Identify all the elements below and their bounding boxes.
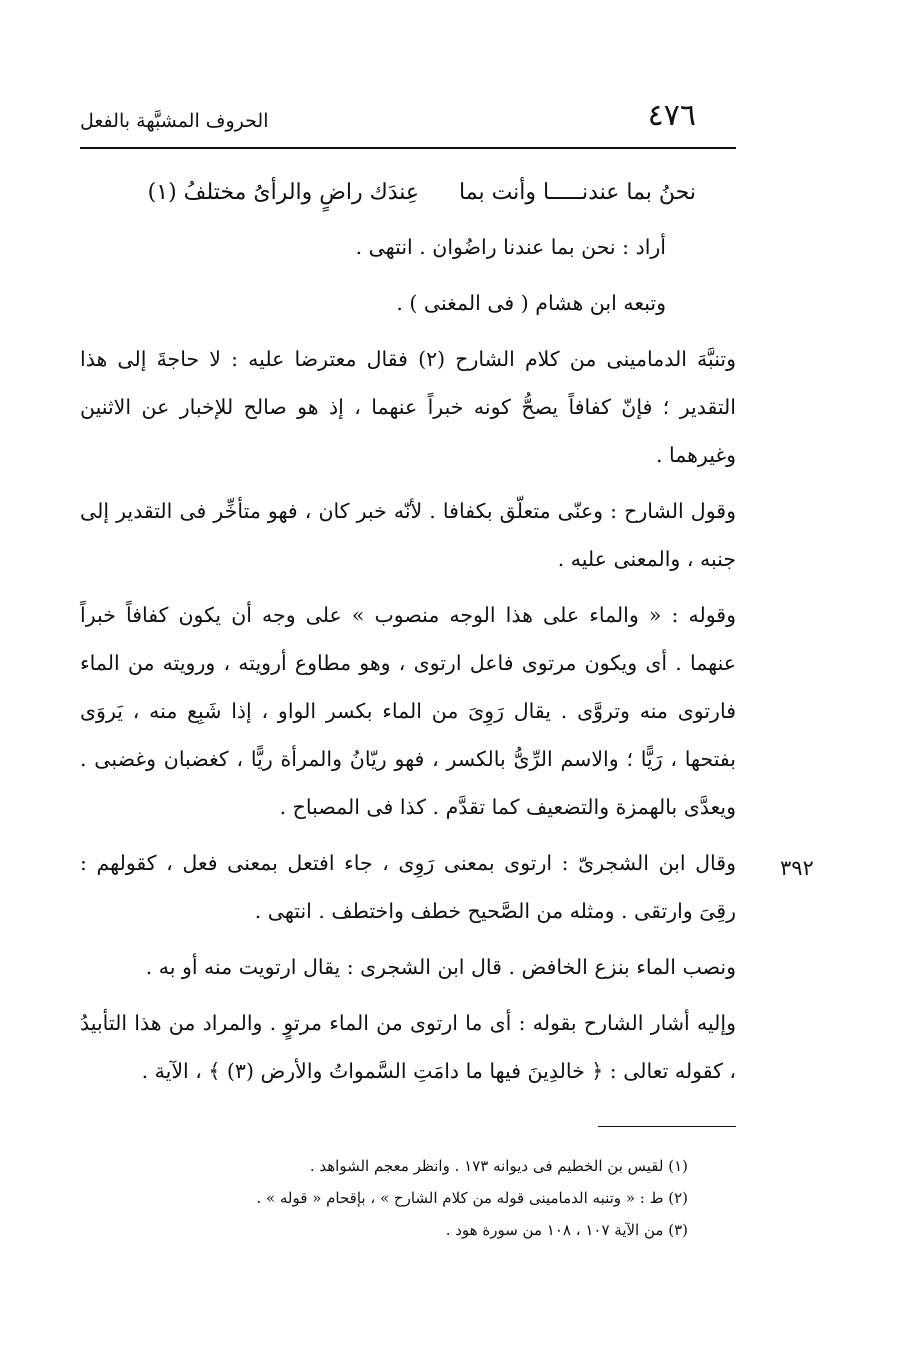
paragraph-1: أراد : نحن بما عندنا راضُوان . انتهى . [355,235,666,259]
verse-second-hemistich: عِندَك راضٍ والرأىُ مختلفُ (١) [147,180,420,205]
poetry-verse [80,165,736,221]
header-rule [80,147,736,149]
verse-first-hemistich: نحنُ بما عندنـــــا وأنت بما [459,180,696,205]
main-text [80,165,736,1095]
footnote-2: (٢) ط : « وتنبه الدمامينى قوله من كلام الشارح » ، بإقحام « قوله » . [256,1189,688,1207]
paragraph-5: وقوله : « والماء على هذا الوجه منصوب » على وجه أن يكون كفافاً خبراً عنهما . أى ويكون مرتوى فاعل ارتوى ، وهو مطاوع أرويته ، ورويته من الماء فارتوى منه وتروَّى . يقال رَوِىَ من الماء بكسر الواو ، إذا شَبِع منه ، يَروَى بفتحها ، رَيًّا ؛ والاسم الرِّىُّ بالكسر ، فهو ريّانُ والمرأة ريًّا ، كغضبان وغضبى . ويعدَّى بالهمزة والتضعيف كما تقدَّم . كذا فى المصباح . [80,603,736,819]
paragraph-2: وتبعه ابن هشام ( فى المغنى ) . [396,291,666,315]
paragraph-4: وقول الشارح : وعنّى متعلّق بكفافا . لأنّه خبر كان ، فهو متأخِّر فى التقدير إلى جنبه ، والمعنى عليه . [80,499,736,571]
paragraph-3: وتنبَّهَ الدمامينى من كلام الشارح (٢) فقال معترضا عليه : لا حاجةَ إلى هذا التقدير ؛ فإنّ كفافاً يصحُّ كونه خبراً عنهما ، إذ هو صالح للإخبار عن الاثنين وغيرهما . [80,347,736,467]
footnote-1: (١) لقيس بن الخطيم فى ديوانه ١٧٣ . وانظر معجم الشواهد . [309,1157,688,1175]
paragraph-6: وقال ابن الشجرىّ : ارتوى بمعنى رَوِى ، جاء افتعل بمعنى فعل ، كقولهم : رقِىَ وارتقى . ومثله من الصَّحيح خطف واختطف . انتهى . [80,851,736,923]
paragraph-8: وإليه أشار الشارح بقوله : أى ما ارتوى من الماء مرتوٍ . والمراد من هذا التأبيدُ ، كقوله تعالى : ﴿ خالدِينَ فيها ما دامَتِ السَّمواتُ والأرض (٣) ﴾ ، الآية . [80,1011,736,1083]
page-number: ٤٧٦ [647,98,696,133]
page-header [80,96,736,146]
running-title: الحروف المشبَّهة بالفعل [80,110,269,132]
margin-page-number: ٣٩٢ [780,856,814,880]
footnote-rule [598,1126,736,1127]
footnote-3: (٣) من الآية ١٠٧ ، ١٠٨ من سورة هود . [445,1221,688,1239]
footnotes [80,1150,700,1246]
paragraph-7: ونصب الماء بنزع الخافض . قال ابن الشجرى : يقال ارتويت منه أو به . [145,955,736,979]
